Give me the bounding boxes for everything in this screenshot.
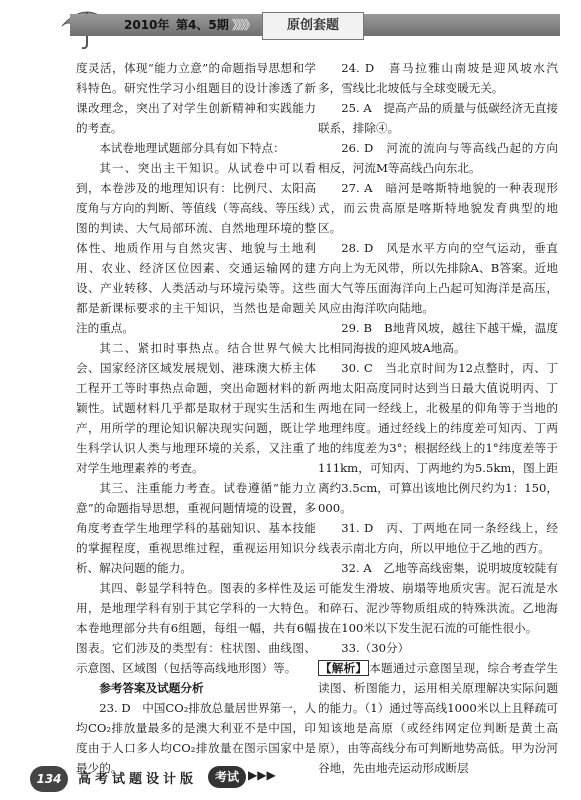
page-header	[0, 0, 581, 52]
paragraph: 28. D 风是水平方向的空气运动，垂直方向上为无风带，所以先排除A、B答案。近地面大气等压面海洋向上凸起可知海洋是高压，风应由海洋吹向陆地。	[318, 241, 558, 315]
paragraph: 30. C 当北京时间为12点整时，丙、丁两地太阳高度同时达到当日最大值说明丙、丁两地在同一经线上，北极星的仰角等于当地的地理纬度。通过经线上的纬度差可知丙、丁两地的纬度差为3°；根据经线上的1°纬度差等于111km，可知丙、丁两地约为5.5km，图上距离约3.5cm，可算出该地比例尺约为1：150，000。	[318, 361, 558, 515]
paragraph: 33.（30分）	[341, 641, 410, 655]
analysis-label: 【解析】	[320, 661, 368, 675]
paragraph: 其二、紧扣时事热点。结合世界气候大会、国家经济区域发展规划、港珠澳大桥主体工程开工等时事热点命题，突出命题材料的新颖性。试题材料几乎都是取材于现实生活和生产，用所学的理论知识解决现实问题，既让学生科学认识人类与地理环境的关系，又注重了对学生地理素养的考查。	[76, 341, 316, 475]
paragraph: 本试卷地理试题部分具有如下特点：	[99, 141, 285, 155]
footer-title: 高考试题设计版	[78, 772, 198, 787]
paragraph: 27. A 暗河是喀斯特地貌的一种表现形式，而云贵高原是喀斯特地貌发育典型的地区。	[318, 181, 558, 235]
paragraph: 24. D 喜马拉雅山南坡是迎风坡水汽多，雪线比北坡低与全球变暖无关。	[318, 61, 558, 95]
analysis-text: 本题通过示意图呈现，综合考查学生读图、析图能力，运用相关原理解决实际问题的能力。（1）通过等高线1000米以上且释疏可知该地是高原（或经纬网定位判断是黄土高原），由等高线分布可判断地势高低。甲为汾河谷地，先由地壳运动形成断层	[318, 661, 558, 775]
left-column	[76, 58, 316, 778]
header-chevrons: 》》》》	[232, 18, 255, 32]
footer-badge: 考试	[208, 766, 246, 788]
paragraph: 31. D 丙、丁两地在同一条经线上，经线表示南北方向，所以甲地位于乙地的西方。	[318, 521, 558, 555]
paragraph: 29. B B地背风坡，越往下越干燥，温度比相同海拔的迎风坡A地高。	[318, 321, 558, 355]
page-number: 134	[30, 766, 68, 792]
section-heading: 参考答案及试题分析	[99, 681, 204, 695]
paragraph: 32. A 乙地等高线密集，说明坡度较陡有可能发生滑坡、崩塌等地质灾害。泥石流是水和碎石、泥沙等物质组成的特殊洪流。乙地海拔在100米以下发生泥石流的可能性很小。	[318, 561, 558, 635]
paragraph: 25. A 提高产品的质量与低碳经济无直接联系，排除④。	[318, 101, 558, 135]
header-issue: 第4、5期	[176, 18, 229, 32]
paragraph: 26. D 河流的流向与等高线凸起的方向相反，河流M等高线凸向东北。	[318, 141, 558, 175]
page-footer	[0, 760, 581, 800]
footer-arrows-icon: ▶▶▶	[248, 768, 276, 782]
paragraph: 其四、彰显学科特色。图表的多样性及运用，是地理学科有别于其它学科的一大特色。本卷地理部分共有6组题，每组一幅，共有6幅图表。它们涉及的类型有：柱状图、曲线图、示意图、区域图（包括等高线地形图）等。	[76, 581, 316, 675]
paragraph: 其三、注重能力考查。试卷遵循“能力立意”的命题指导思想，重视问题情境的设置，多角度考查学生地理学科的基础知识、基本技能的掌握程度，重视思维过程，重视运用知识分析、解决问题的能力。	[76, 481, 316, 575]
right-column	[318, 58, 558, 778]
paragraph: 其一、突出主干知识。从试卷中可以看到，本卷涉及的地理知识有：比例尺、太阳高度角与方向的判断、等值线（等高线、等压线）图的判读、大气局部环流、自然地理环境的整体性、地质作用与自然灾害、地貌与土地利用、农业、经济区位因素、交通运输网的建设、产业转移、人类活动与环境污染等。这些都是新课标要求的主干知识，当然也是命题关注的重点。	[76, 161, 316, 335]
header-year: 2010年	[124, 18, 170, 32]
paragraph: 23. D 中国CO₂排放总量居世界第一，人均CO₂排放量最多的是澳大利亚不是中国，印度由于人口多人均CO₂排放量在图示国家中是最少的。	[76, 701, 316, 775]
paragraph: 度灵活，体现“能力立意”的命题指导思想和学科特色。研究性学习小组题目的设计渗透了新课改理念，突出了对学生创新精神和实践能力的考查。	[76, 61, 316, 135]
header-section-title: 原创套题	[262, 12, 364, 40]
